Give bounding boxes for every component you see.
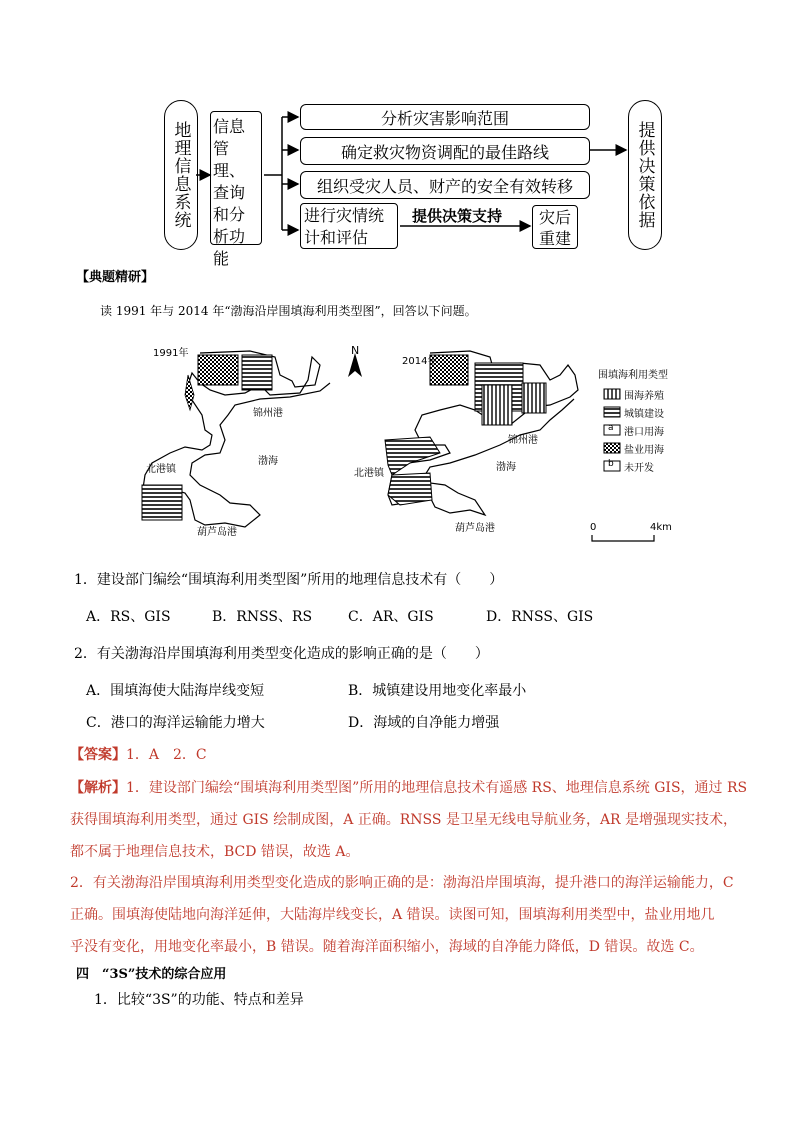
answer-tag: 【答案】 (70, 747, 126, 763)
arrow-label: 提供决策支持 (412, 207, 503, 225)
map-right-year: 2014年 (402, 356, 438, 367)
map-left-year: 1991年 (153, 348, 189, 359)
map-right-jinzhou: 锦州港 (508, 435, 538, 446)
q1-option-c: C．AR、GIS (348, 609, 434, 625)
subsection-1: 1．比较“3S”的功能、特点和差异 (94, 992, 304, 1008)
map-left-beigang: 北港镇 (146, 464, 176, 475)
section-4-title: 四 “3S”技术的综合应用 (76, 967, 227, 982)
map-left-huludao: 葫芦岛港 (197, 527, 237, 538)
q1-option-d: D．RNSS、GIS (486, 609, 594, 625)
analysis-p1b: 获得围填海利用类型，通过 GIS 绘制成图，A 正确。RNSS 是卫星无线电导航业务，AR 是增强现实技术， (70, 812, 738, 828)
legend-letter-b: b (608, 459, 614, 469)
q2-option-b: B．城镇建设用地变化率最小 (348, 683, 527, 699)
decision-oval: 提供决策依据 (628, 100, 662, 250)
map-right-bohai: 渤海 (496, 462, 516, 473)
analysis-p2c: 乎没有变化，用地变化率最小，B 错误。随着海洋面积缩小，海域的自净能力降低，D 错误。故选 C。 (70, 939, 704, 955)
section-title: 【典题精研】 (76, 270, 155, 285)
north-label: N (351, 344, 360, 357)
q2-stem: 2．有关渤海沿岸围填海利用类型变化造成的影响正确的是（ ） (74, 646, 489, 662)
analysis-p1c: 都不属于地理信息技术，BCD 错误，故选 A。 (70, 844, 360, 860)
map-right-beigang: 北港镇 (354, 468, 384, 479)
analysis-p2a: 2．有关渤海沿岸围填海利用类型变化造成的影响正确的是：渤海沿岸围填海，提升港口的海洋运输能力，C (70, 875, 734, 891)
intro-text: 读 1991 年与 2014 年“渤海沿岸围填海利用类型图”，回答以下问题。 (100, 304, 477, 318)
legend-letter-a: a (608, 423, 614, 433)
legend-title: 围填海利用类型 (598, 370, 668, 381)
q1-stem: 1．建设部门编绘“围填海利用类型图”所用的地理信息技术有（ ） (74, 572, 504, 588)
function-box: 信息管理、查询和分析功能 (210, 111, 262, 245)
gis-oval: 地理信息系统 (164, 100, 198, 250)
analysis-tag: 【解析】 (70, 780, 126, 796)
legend-item-salt: 盐业用海 (624, 445, 664, 456)
q2-option-a: A．围填海使大陆海岸线变短 (86, 683, 265, 699)
box-best-route: 确定救灾物资调配的最佳路线 (300, 137, 590, 165)
q2-option-d: D．海域的自净能力增强 (348, 715, 500, 731)
q2-option-c: C．港口的海洋运输能力增大 (86, 715, 265, 731)
box-statistics: 进行灾情统计和评估 (300, 203, 398, 249)
map-left-bohai: 渤海 (258, 456, 278, 467)
analysis-p2b: 正确。围填海使陆地向海洋延伸，大陆海岸线变长，A 错误。读图可知，围填海利用类型中，盐业用地几 (70, 907, 715, 923)
q1-option-a: A．RS、GIS (86, 609, 171, 625)
box-impact-range: 分析灾害影响范围 (300, 104, 590, 130)
analysis-line-1 (70, 778, 747, 798)
map-left-jinzhou: 锦州港 (253, 408, 283, 419)
answer-text: 1．A 2．C (126, 747, 207, 763)
q1-option-b: B．RNSS、RS (212, 609, 313, 625)
scale-end: 4km (650, 522, 672, 533)
scale-start: 0 (590, 522, 597, 533)
map-right-huludao: 葫芦岛港 (455, 523, 495, 534)
legend-item-aquaculture: 围海养殖 (624, 391, 664, 402)
box-rebuild: 灾后重建 (532, 205, 578, 249)
box-evacuation: 组织受灾人员、财产的安全有效转移 (300, 171, 590, 199)
analysis-p1a: 1．建设部门编绘“围填海利用类型图”所用的地理信息技术有遥感 RS、地理信息系统 GIS，通过 RS (126, 780, 748, 796)
answer-line (70, 745, 207, 765)
legend-item-port: 港口用海 (624, 427, 664, 438)
legend-item-undeveloped: 未开发 (624, 463, 654, 474)
legend-item-urban: 城镇建设 (624, 409, 664, 420)
